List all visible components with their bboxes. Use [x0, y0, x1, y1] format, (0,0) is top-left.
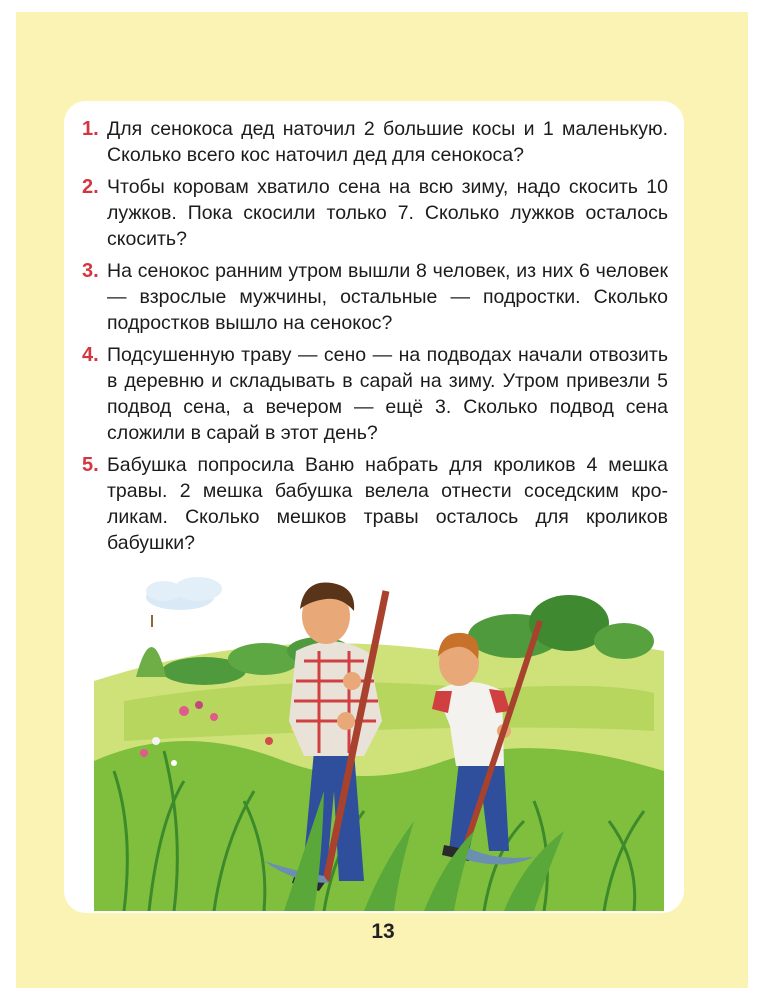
task-number: 5.	[82, 454, 99, 476]
task-number: 3.	[82, 260, 99, 282]
task-text: Чтобы коровам хватило сена на всю зиму, надо скосить 10 лужков. Пока скосили только 7. Сколько лужков осталось скосить?	[107, 176, 668, 250]
task-item	[82, 342, 668, 446]
content-card	[64, 101, 684, 913]
haystack	[136, 647, 166, 677]
task-text: На сенокос ранним утром вышли 8 человек, из них 6 человек — взрослые мужчины, остальные — подростки. Сколько подростков вышло на сенокос?	[107, 260, 668, 334]
page-number: 13	[371, 920, 395, 943]
task-number: 1.	[82, 118, 99, 140]
task-list	[82, 116, 668, 562]
cloud-icon	[146, 577, 222, 610]
task-item	[82, 174, 668, 252]
task-item	[82, 258, 668, 336]
task-text: Бабушка попросила Ваню набрать для кроликов 4 мешка травы. 2 мешка бабушка велела отнести соседским кроликам. Сколько мешков травы осталось для кроликов бабушки?	[107, 454, 668, 554]
haymaking-illustration	[64, 531, 684, 911]
task-text: Подсушенную траву — сено — на подводах начали отвозить в деревню и складывать в сарай на зиму. Утром привезли 5 подвод сена, а вечером — ещё 3. Сколько подвод сена сложили в сарай в этот день?	[107, 344, 668, 444]
task-number: 2.	[82, 176, 99, 198]
task-number: 4.	[82, 344, 99, 366]
task-text: Для сенокоса дед наточил 2 большие косы и 1 маленькую. Сколько всего кос наточил дед для сенокоса?	[107, 118, 668, 166]
task-item	[82, 116, 668, 168]
trees-right	[468, 595, 654, 659]
